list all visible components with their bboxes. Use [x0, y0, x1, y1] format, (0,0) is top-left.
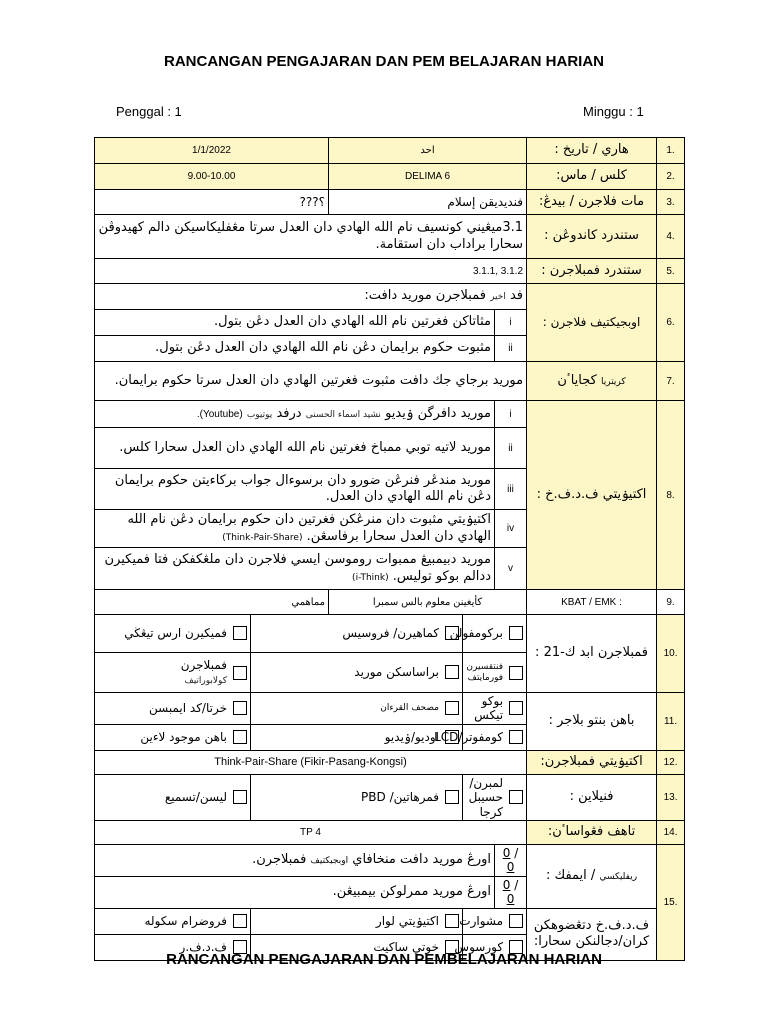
aid-opt	[251, 724, 463, 750]
activity-text-b: (i-Think)	[352, 572, 389, 583]
checkbox[interactable]	[233, 626, 247, 640]
aid-opt-text: مصحف القرءان	[380, 702, 439, 713]
day-value: احد	[329, 138, 527, 164]
minggu-label: Minggu : 1	[583, 104, 644, 119]
activity-roman: iv	[495, 510, 527, 548]
checkbox[interactable]	[445, 914, 459, 928]
impact-ratio: 0 / 0	[495, 876, 527, 908]
checkbox[interactable]	[509, 666, 523, 680]
activity-type-label: اكتيۏيتي فمبلاجرن:	[527, 750, 657, 774]
row-pak21	[95, 615, 685, 653]
learning-standard-text: 3.1.2 ,3.1.1	[95, 259, 527, 284]
topic-value: ؟???	[95, 190, 329, 215]
activity-text-d: يوتيوب	[246, 409, 273, 420]
row-reflection	[95, 844, 685, 876]
aid-opt-text: خرتا/كد ايمبسن	[149, 701, 227, 716]
row-objective-intro	[95, 284, 685, 310]
row-number: 10.	[657, 615, 685, 693]
impact-ratio-a: 0	[506, 859, 515, 874]
row-number: 1.	[657, 138, 685, 164]
activity-item-text	[95, 510, 495, 548]
reason-opt-text: خوتي ساكيت	[373, 940, 439, 955]
pak21-opt-text	[181, 658, 227, 687]
activity-item-text	[95, 548, 495, 590]
row-number: 7.	[657, 362, 685, 401]
row-class	[95, 164, 685, 190]
activity-item-text: موريد لاتيه توبي ممباخ فغرتين نام الله الهادي دان العدل سحارا كلس.	[95, 428, 495, 469]
row-number: 6.	[657, 284, 685, 362]
row-content-standard	[95, 215, 685, 259]
success-criteria-label-b: كجاياٴن	[557, 372, 597, 388]
reason-opt-text: ف.د.ف.ر	[179, 940, 227, 955]
objective-item-text: مثاتاكن فغرتين نام الله الهادي دان العدل دڠن بتول.	[95, 310, 495, 336]
activity-item-text: موريد مندڠر فنرڠن ضورو دان برسوءال جواب بركاءيتن حكوم برايمان دڠن نام الله الهادي دان العدل.	[95, 469, 495, 510]
activity-roman: v	[495, 548, 527, 590]
checkbox[interactable]	[509, 730, 523, 744]
row-number: 12.	[657, 750, 685, 774]
aid-opt	[463, 693, 527, 725]
aid-opt	[95, 693, 251, 725]
activity-roman: ii	[495, 428, 527, 469]
row-mastery	[95, 820, 685, 844]
activity-item-text	[95, 401, 495, 428]
checkbox[interactable]	[233, 701, 247, 715]
row-number: 11.	[657, 693, 685, 751]
row-number: 14.	[657, 820, 685, 844]
class-value: DELIMA 6	[329, 164, 527, 190]
assess-opt	[463, 774, 527, 820]
checkbox[interactable]	[509, 914, 523, 928]
assess-opt-text: فمرهاتين/ PBD	[361, 790, 439, 805]
content-standard-text: 3.1ميڠيني كونسيف نام الله الهادي دان العدل سرتا مڠفليكاسيكن دالم كهيدوڤن سحارا براداب دان استقامة.	[95, 215, 527, 259]
aid-opt-text: بوكو تيكس	[474, 694, 504, 723]
reason-opt-text: اكتيۏيتي لوار	[375, 914, 439, 929]
content-standard-label: ستندرد كاندوڠن :	[527, 215, 657, 259]
activity-label: اكتيۏيتي ف.د.ف.خ :	[527, 401, 657, 590]
row-number: 4.	[657, 215, 685, 259]
checkbox[interactable]	[445, 665, 459, 679]
aid-opt-text: اوديو/ۏيديو	[384, 730, 439, 745]
row-number: 2.	[657, 164, 685, 190]
date-label: هاري / تاريخ :	[527, 138, 657, 164]
activity-text-c: درفد	[276, 405, 302, 421]
impact-text	[95, 844, 495, 876]
impact-ratio-b: 0	[502, 877, 511, 892]
aid-opt	[434, 724, 527, 750]
impact-ratio-b: 0	[502, 845, 511, 860]
objective-intro-c: فمبلاجرن موريد دافت:	[364, 288, 486, 304]
checkbox[interactable]	[509, 790, 523, 804]
aid-opt-text: باهن موجود لاءين	[140, 730, 227, 745]
assess-opt-text: ليسن/تسميع	[164, 790, 227, 805]
reflection-label-b: / ايمفك :	[546, 868, 596, 884]
impact-text-a: اورڠ موريد دافت منخافاي	[352, 852, 491, 868]
activity-text-b: نشيد اسماء الحسنى	[305, 409, 381, 420]
impact-text-c: فمبلاجرن.	[252, 852, 307, 868]
reflection-label	[527, 844, 657, 908]
reason-opt-text: فروضرام سكوله	[144, 914, 227, 929]
kbat-value: مماهمي	[95, 590, 329, 615]
row-subject	[95, 190, 685, 215]
checkbox[interactable]	[233, 666, 247, 680]
pak21-opt	[449, 615, 527, 653]
objective-intro-b: اخير	[490, 292, 506, 303]
pak21-opt	[95, 653, 251, 693]
checkbox[interactable]	[233, 914, 247, 928]
activity-text-a: اكتيۏيتي مثبوت دان منرڠكن فغرتين دان حكوم برايمان دڠن نام الله الهادي دان العدل سحارا برفاسڠن.	[127, 512, 491, 544]
pak21-opt-text-a: فمبلاجرن	[180, 657, 227, 672]
reason-opt	[459, 908, 527, 934]
success-criteria-label	[527, 362, 657, 401]
assess-opt-text: لمبرن/حسيبل كرجا	[468, 775, 504, 819]
reason-label: ف.د.ف.خ دتڠضوهكن كران/دجالنكن سحارا:	[527, 908, 657, 960]
pak21-opt-text: فميكيرن ارس تيڠڬي	[124, 626, 227, 641]
footer-title: RANCANGAN PENGAJARAN DAN PEMBELAJARAN HARIAN	[166, 951, 602, 968]
row-reflection	[95, 908, 685, 934]
activity-item	[95, 401, 685, 428]
teaching-aids-label: باهن بنتو بلاجر :	[527, 693, 657, 751]
time-value: 9.00-10.00	[95, 164, 329, 190]
activity-text-b: (Think-Pair-Share)	[222, 532, 303, 543]
aid-opt	[251, 693, 463, 725]
activity-text-e: (Youtube).	[196, 408, 243, 420]
row-success-criteria	[95, 362, 685, 401]
penggal-label: Penggal : 1	[116, 104, 182, 119]
checkbox[interactable]	[509, 626, 523, 640]
activity-type-text: Think-Pair-Share (Fikir-Pasang-Kongsi)	[95, 750, 527, 774]
kbat-label: KBAT / EMK :	[527, 590, 657, 615]
subject-value: فنديديقن إسلام	[329, 190, 527, 215]
date-value: 1/1/2022	[95, 138, 329, 164]
lesson-plan-table	[94, 137, 685, 961]
pak21-opt	[251, 653, 463, 693]
pak21-opt-text-b: كولابوراتيف	[184, 676, 227, 687]
row-number: 8.	[657, 401, 685, 590]
reason-opt	[95, 908, 251, 934]
pak21-opt-text: بركومفولن	[449, 626, 504, 641]
reflection-label-a: ريفليكسي	[599, 872, 638, 883]
pak21-label: فمبلاجرن ابد ك-21 :	[527, 615, 657, 693]
objective-item-roman: i	[495, 310, 527, 336]
impact-ratio-a: 0	[506, 891, 515, 906]
activity-text-a: موريد دافرگن ۏيديو	[385, 405, 491, 421]
activity-text-a: موريد دبيمبيڠ ممبوات روموسن ايسي فلاجرن دان ملڠكفكن فتا فميكيرن ددالم بوكو توليس.	[104, 552, 491, 584]
row-number: 13.	[657, 774, 685, 820]
row-kbat	[95, 590, 685, 615]
success-criteria-text: موريد برجاي جك دافت مثبوت فغرتين الهادي دان العدل سرتا حكوم برايمان.	[95, 362, 527, 401]
objective-intro-a: فد	[509, 288, 524, 304]
impact-ratio: 0 / 0	[495, 844, 527, 876]
mastery-label: تاهف فڠواساٴن:	[527, 820, 657, 844]
assess-opt	[251, 774, 463, 820]
row-number: 5.	[657, 259, 685, 284]
checkbox[interactable]	[445, 790, 459, 804]
success-criteria-label-a: کريتريا	[600, 376, 626, 387]
pak21-opt	[463, 653, 527, 693]
pak21-opt	[95, 615, 251, 653]
row-learning-standard	[95, 259, 685, 284]
impact-text-b: اوبجيکتيف	[310, 856, 349, 867]
page-title: RANCANGAN PENGAJARAN DAN PEM BELAJARAN HARIAN	[163, 53, 605, 70]
impact-text: اورڠ موريد ممرلوكن بيمبيڠن.	[95, 876, 495, 908]
checkbox[interactable]	[445, 701, 459, 715]
row-teaching-aids	[95, 693, 685, 725]
row-number: 9.	[657, 590, 685, 615]
pak21-opt-text: براساسكن موريد	[354, 665, 439, 680]
activity-roman: i	[495, 401, 527, 428]
row-number: 3.	[657, 190, 685, 215]
reason-opt-text: مشوارت	[459, 914, 504, 929]
assessment-label: فنيلاين :	[527, 774, 657, 820]
emk-value: كأيغينن معلوم بالس سمبرا	[329, 590, 527, 615]
row-number: 15.	[657, 844, 685, 960]
row-activity-type	[95, 750, 685, 774]
reason-opt-text: كورسوس	[454, 940, 504, 955]
objective-label: اوبجيکتيف فلاجرن :	[527, 284, 657, 362]
subject-label: مات فلاجرن / بيدڠ:	[527, 190, 657, 215]
reason-opt	[251, 908, 463, 934]
class-label: كلس / ماس:	[527, 164, 657, 190]
pak21-opt-text: فنتقسيرن فورمايتف	[466, 661, 504, 683]
mastery-text: TP 4	[95, 820, 527, 844]
objective-item-text: مثبوت حكوم برايمان دڠن نام الله الهادي دان العدل دڠن بتول.	[95, 336, 495, 362]
assess-opt	[95, 774, 251, 820]
learning-standard-label: ستندرد فمبلاجرن :	[527, 259, 657, 284]
objective-intro	[95, 284, 527, 310]
row-assessment	[95, 774, 685, 820]
objective-item-roman: ii	[495, 336, 527, 362]
checkbox[interactable]	[233, 790, 247, 804]
checkbox[interactable]	[233, 730, 247, 744]
aid-opt	[95, 724, 251, 750]
row-date	[95, 138, 685, 164]
aid-opt-text: كومفوتر/LCD	[434, 730, 504, 745]
activity-roman: iii	[495, 469, 527, 510]
pak21-opt-text: كماهيرن/ فروسيس	[342, 626, 439, 641]
pak21-opt	[251, 615, 463, 653]
checkbox[interactable]	[509, 701, 523, 715]
